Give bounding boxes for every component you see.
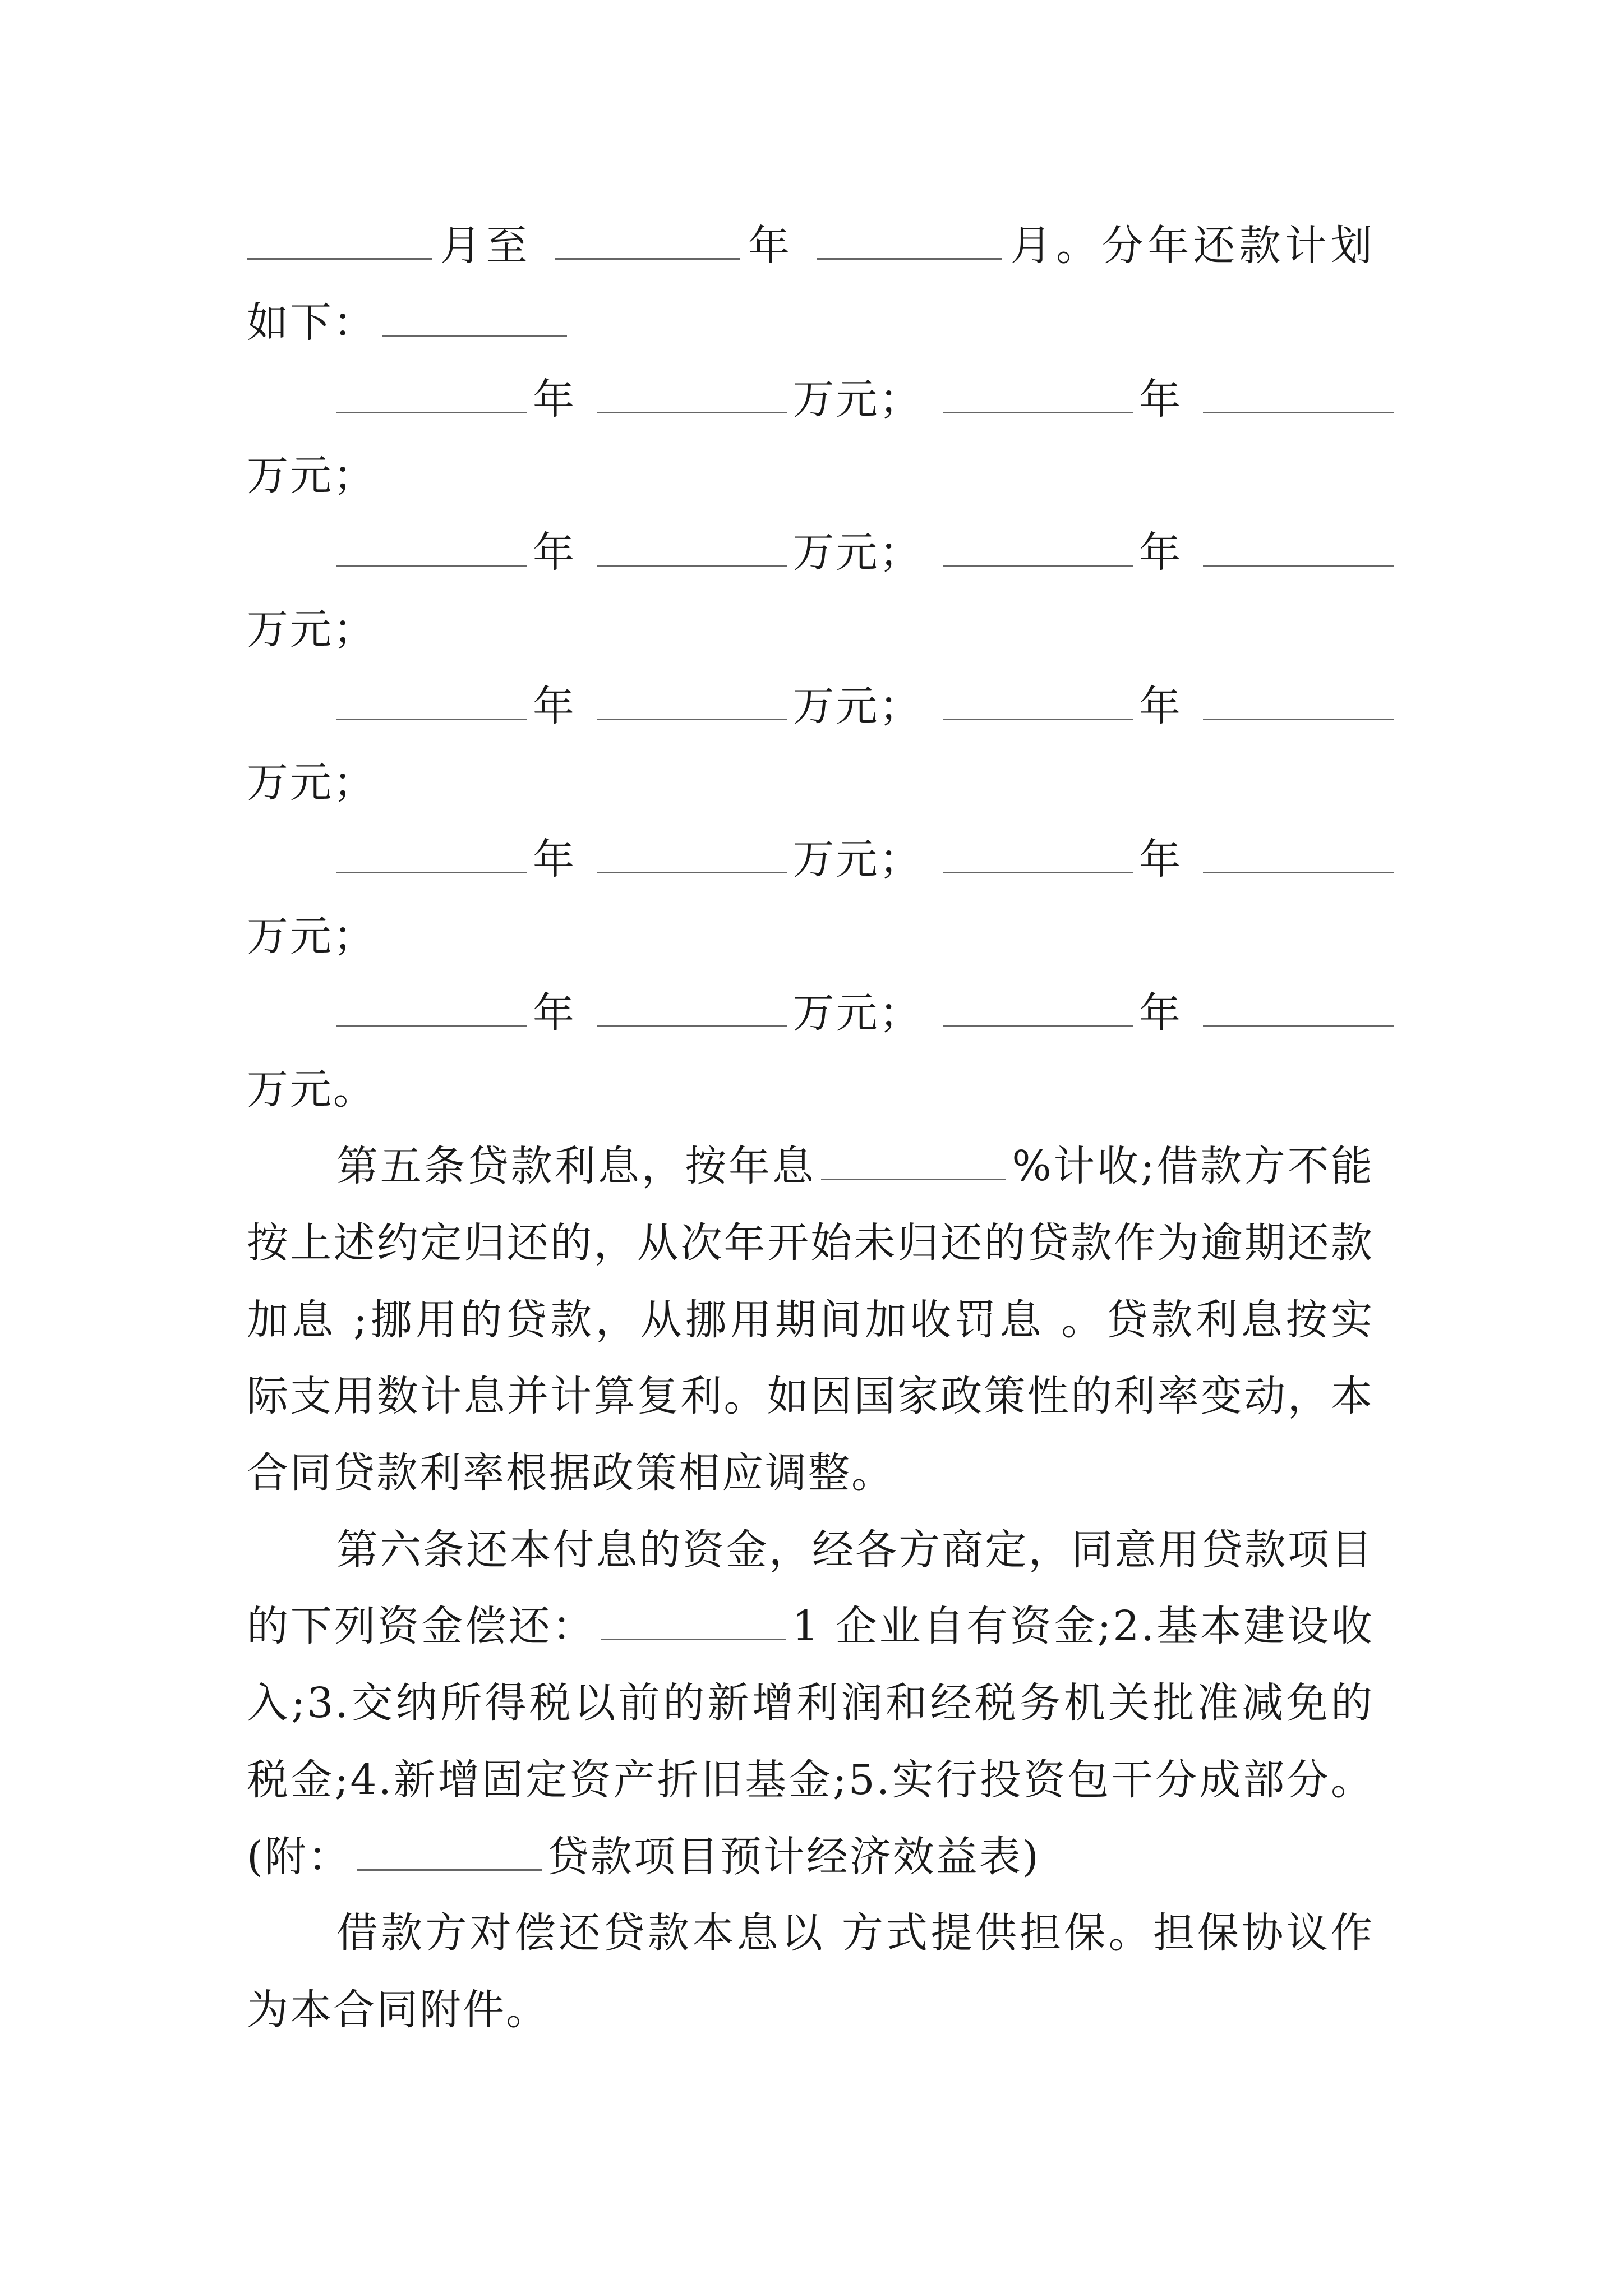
text: 第五条贷款利息，按年息	[336, 1142, 816, 1190]
guarantee-line-1: 借款方对偿还贷款本息以 方式提供担保。担保协议作	[336, 1909, 1374, 1957]
text: 如下：	[247, 298, 376, 347]
article5-line-1	[336, 1127, 1374, 1205]
schedule-row-tail	[247, 436, 1374, 515]
text: 万元；	[247, 605, 376, 654]
text: 月至	[437, 222, 532, 270]
text: 年	[1139, 835, 1183, 884]
article6-line-3: 入;3.交纳所得税以前的新增利润和经税务机关批准减免的	[247, 1679, 1374, 1727]
text: 万元；	[792, 989, 923, 1037]
text: 年	[1139, 375, 1183, 424]
article6-line-1: 第六条还本付息的资金，经各方商定，同意用贷款项目	[336, 1526, 1374, 1574]
text: 年	[745, 222, 794, 270]
article6-line-4: 税金;4.新增固定资产折旧基金;5.实行投资包干分成部分。	[247, 1756, 1374, 1804]
text: 年	[533, 989, 576, 1037]
blank-field[interactable]	[1203, 684, 1394, 720]
blank-field[interactable]	[597, 530, 787, 567]
text: (附：	[247, 1833, 351, 1881]
blank-field[interactable]	[1203, 530, 1394, 567]
text: 万元；	[247, 758, 376, 807]
text: 年	[533, 682, 576, 730]
guarantee-line-2: 为本合同附件。	[247, 1986, 549, 2034]
blank-field[interactable]	[336, 991, 527, 1027]
text: 贷款项目预计经济效益表)	[547, 1833, 1040, 1881]
schedule-row	[336, 513, 1374, 592]
blank-field[interactable]	[1203, 377, 1394, 413]
text: 万元；	[792, 682, 923, 730]
schedule-row-tail	[247, 590, 1374, 669]
text: 万元；	[792, 375, 923, 424]
text: 年	[533, 835, 576, 884]
schedule-row-tail	[247, 1050, 1374, 1129]
blank-field[interactable]	[382, 300, 567, 337]
blank-field[interactable]	[597, 991, 787, 1027]
text: %计收;借款方不能	[1012, 1142, 1375, 1190]
blank-field[interactable]	[247, 223, 432, 260]
article5-line-5: 合同贷款利率根据政策相应调整。	[247, 1449, 895, 1497]
text: 年	[1139, 989, 1183, 1037]
text: 年	[1139, 682, 1183, 730]
text: 万元；	[792, 528, 923, 577]
text: 万元；	[792, 835, 923, 884]
blank-field[interactable]	[601, 1604, 786, 1640]
article5-line-3: 加息 ;挪用的贷款，从挪用期间加收罚息 。贷款利息按实	[247, 1296, 1374, 1344]
blank-field[interactable]	[597, 837, 787, 873]
schedule-row-tail	[247, 897, 1374, 976]
article6-line-5	[247, 1818, 1374, 1896]
article5-line-4: 际支用数计息并计算复利。如因国家政策性的利率变动，本	[247, 1372, 1374, 1420]
text: 万元；	[247, 452, 376, 500]
blank-field[interactable]	[943, 377, 1133, 413]
schedule-row	[336, 974, 1374, 1052]
blank-field[interactable]	[336, 377, 527, 413]
blank-field[interactable]	[943, 991, 1133, 1027]
text: 万元。	[247, 1065, 376, 1114]
text: 1 企业自有资金;2.基本建设收	[792, 1602, 1374, 1650]
text: 年	[533, 375, 576, 424]
text: 年	[533, 528, 576, 577]
schedule-row	[336, 360, 1374, 439]
blank-field[interactable]	[555, 223, 740, 260]
blank-field[interactable]	[336, 684, 527, 720]
schedule-row	[336, 667, 1374, 746]
text: 的下列资金偿还：	[247, 1602, 596, 1650]
blank-field[interactable]	[1203, 837, 1394, 873]
text: 万元；	[247, 912, 376, 960]
blank-field[interactable]	[1203, 991, 1394, 1027]
blank-field[interactable]	[336, 837, 527, 873]
blank-field[interactable]	[821, 1144, 1006, 1180]
article6-line-2	[247, 1587, 1374, 1665]
schedule-intro-line-2	[247, 283, 1374, 362]
article5-line-2: 按上述约定归还的，从次年开始未归还的贷款作为逾期还款	[247, 1219, 1374, 1267]
blank-field[interactable]	[597, 684, 787, 720]
schedule-intro-line-1	[247, 206, 1374, 285]
blank-field[interactable]	[817, 223, 1002, 260]
blank-field[interactable]	[336, 530, 527, 567]
text: 月。分年还款计划	[1007, 222, 1375, 270]
blank-field[interactable]	[597, 377, 787, 413]
blank-field[interactable]	[357, 1834, 542, 1871]
schedule-row	[336, 820, 1374, 899]
blank-field[interactable]	[943, 530, 1133, 567]
text: 年	[1139, 528, 1183, 577]
blank-field[interactable]	[943, 684, 1133, 720]
schedule-row-tail	[247, 743, 1374, 822]
blank-field[interactable]	[943, 837, 1133, 873]
